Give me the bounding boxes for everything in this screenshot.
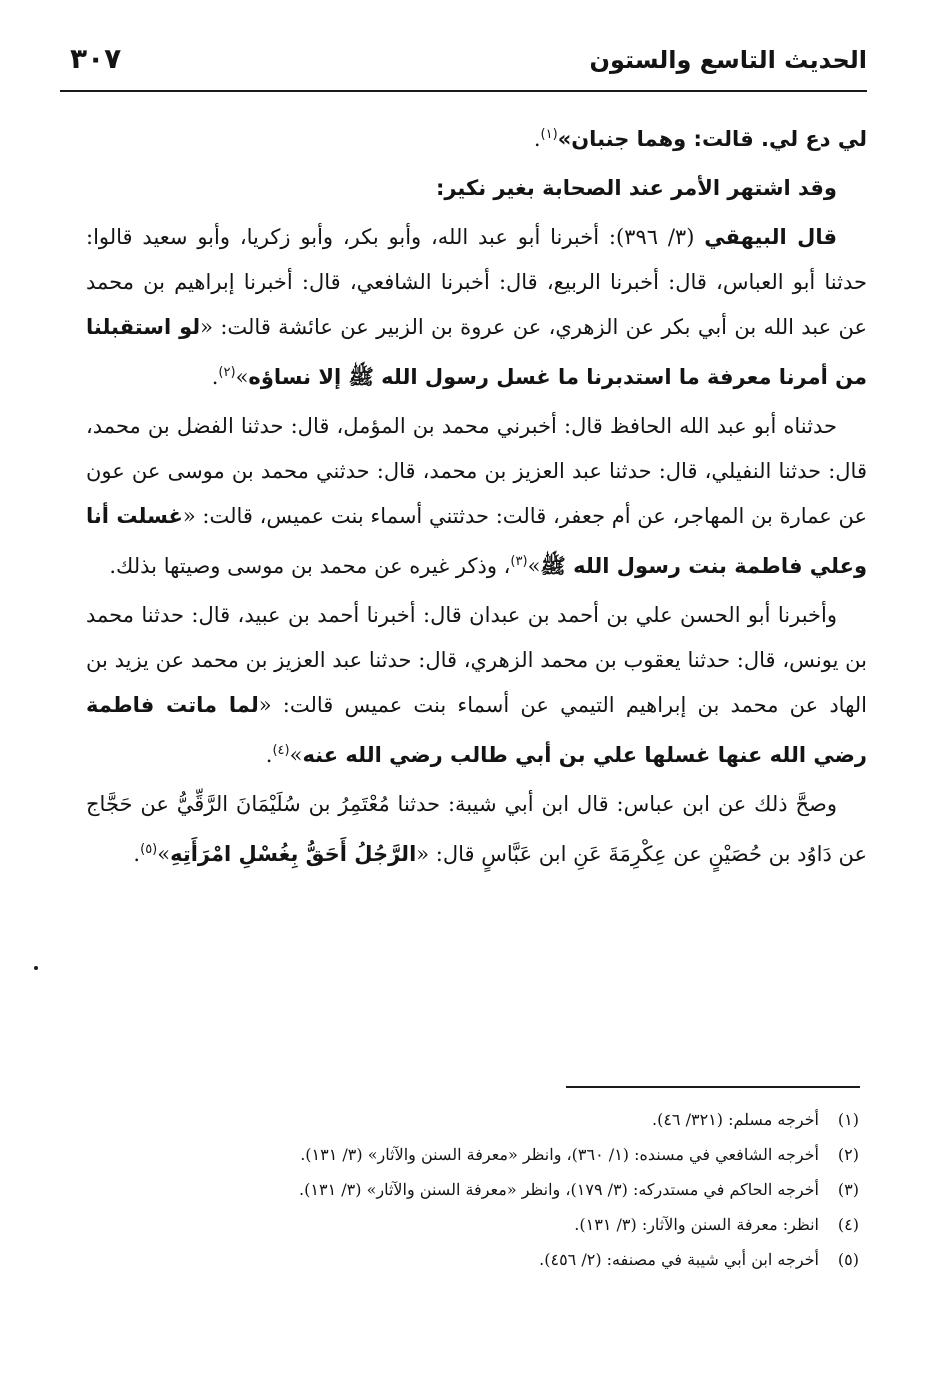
footnotes: [86, 1102, 859, 1277]
footnote-text: أخرجه الشافعي في مسنده: (١/ ٣٦٠)، وانظر «معرفة السنن والآثار» (٣/ ١٣١).: [300, 1145, 819, 1164]
footnote: [86, 1172, 859, 1207]
text-run: .: [533, 127, 541, 151]
footnote-separator: [566, 1086, 860, 1088]
footnote-number: (٤): [837, 1215, 859, 1234]
bold-text-run: لي دع لي. قالت: وهما جنبان»: [557, 127, 867, 151]
main-text: [86, 112, 867, 877]
footnote-number: (٣): [837, 1180, 859, 1199]
text-paragraph: [86, 215, 867, 400]
footnote-number: (٥): [837, 1250, 859, 1269]
text-run: حدثناه أبو عبد الله الحافظ قال: أخبرني محمد بن المؤمل، قال: حدثنا الفضل بن محمد، قال: حدثنا النفيلي، قال: حدثنا عبد العزيز بن محمد، قال: حدثني محمد بن موسى عن عون عن عمارة بن المهاجر، عن أم جعفر، قالت: حدثتني أسماء بنت عميس، قالت: «: [86, 414, 868, 528]
text-run: .: [211, 365, 219, 389]
text-run: »: [157, 842, 171, 866]
text-run: (٣/ ٣٩٦): أخبرنا أبو عبد الله، وأبو بكر، وأبو زكريا، وأبو سعيد قالوا: حدثنا أبو العباس، قال: أخبرنا الربيع، قال: أخبرنا الشافعي، قال: أخبرنا إبراهيم بن محمد عن عبد الله بن أبي بكر عن الزهري، عن عروة بن الزبير عن عائشة قالت: «: [86, 225, 867, 339]
text-run: .: [133, 842, 141, 866]
footnote-reference: (٣): [510, 554, 528, 569]
footnote-text: انظر: معرفة السنن والآثار: (٣/ ١٣١).: [574, 1215, 819, 1234]
text-run: »: [235, 365, 249, 389]
text-run: ، وذكر غيره عن محمد بن موسى وصيتها بذلك.: [109, 554, 511, 578]
text-run: .: [265, 743, 273, 767]
text-paragraph: [86, 166, 867, 211]
footnote-text: أخرجه مسلم: (٣٢١/ ٤٦).: [651, 1110, 819, 1129]
bold-text-run: قال البيهقي: [704, 225, 837, 249]
footnote-text: أخرجه ابن أبي شيبة في مصنفه: (٢/ ٤٥٦).: [539, 1250, 819, 1269]
stray-mark: [34, 966, 38, 970]
bold-text-run: الرَّجُلُ أَحَقُّ بِغُسْلِ امْرَأَتِهِ: [170, 842, 417, 866]
bold-text-run: وقد اشتهر الأمر عند الصحابة بغير نكير:: [435, 176, 837, 200]
text-run: وصحَّ ذلك عن ابن عباس: قال ابن أبي شيبة: حدثنا مُعْتَمِرُ بن سُلَيْمَانَ الرَّقِّيُّ عن حَجَّاج عن دَاوُد بن حُصَيْنٍ عن عِكْرِمَةَ عَنِ ابن عَبَّاسٍ قال: «: [86, 792, 867, 866]
footnote-number: (٢): [837, 1145, 859, 1164]
text-paragraph: [86, 112, 867, 162]
bold-text-run: لما ماتت فاطمة رضي الله عنها غسلها علي بن أبي طالب رضي الله عنه: [86, 693, 867, 767]
footnote: [86, 1207, 859, 1242]
text-paragraph: [86, 593, 867, 778]
text-run: »: [527, 554, 541, 578]
bold-text-run: غسلت أنا وعلي فاطمة بنت رسول الله ﷺ: [86, 504, 867, 578]
text-run: وأخبرنا أبو الحسن علي بن أحمد بن عبدان قال: أخبرنا أحمد بن عبيد، قال: حدثنا محمد بن يونس، قال: حدثنا يعقوب بن محمد الزهري، قال: حدثنا عبد العزيز بن محمد عن يزيد بن الهاد عن محمد بن إبراهيم التيمي عن أسماء بنت عميس قالت: «: [86, 603, 867, 717]
page-number: ٣٠٧: [70, 42, 122, 75]
footnote: [86, 1242, 859, 1277]
footnote: [86, 1137, 859, 1172]
footnote-reference: (١): [540, 127, 558, 142]
footnote-reference: (٤): [272, 743, 290, 758]
text-paragraph: [86, 782, 867, 877]
text-run: »: [289, 743, 303, 767]
footnote: [86, 1102, 859, 1137]
text-paragraph: [86, 404, 867, 589]
chapter-title: الحديث التاسع والستون: [589, 46, 867, 74]
footnote-text: أخرجه الحاكم في مستدركه: (٣/ ١٧٩)، وانظر «معرفة السنن والآثار» (٣/ ١٣١).: [299, 1180, 819, 1199]
bold-text-run: لو استقبلنا من أمرنا معرفة ما استدبرنا ما غسل رسول الله ﷺ إلا نساؤه: [86, 315, 867, 389]
footnote-reference: (٥): [140, 842, 158, 857]
footnote-number: (١): [837, 1110, 859, 1129]
footnote-reference: (٢): [218, 365, 236, 380]
page-header: [60, 32, 867, 92]
